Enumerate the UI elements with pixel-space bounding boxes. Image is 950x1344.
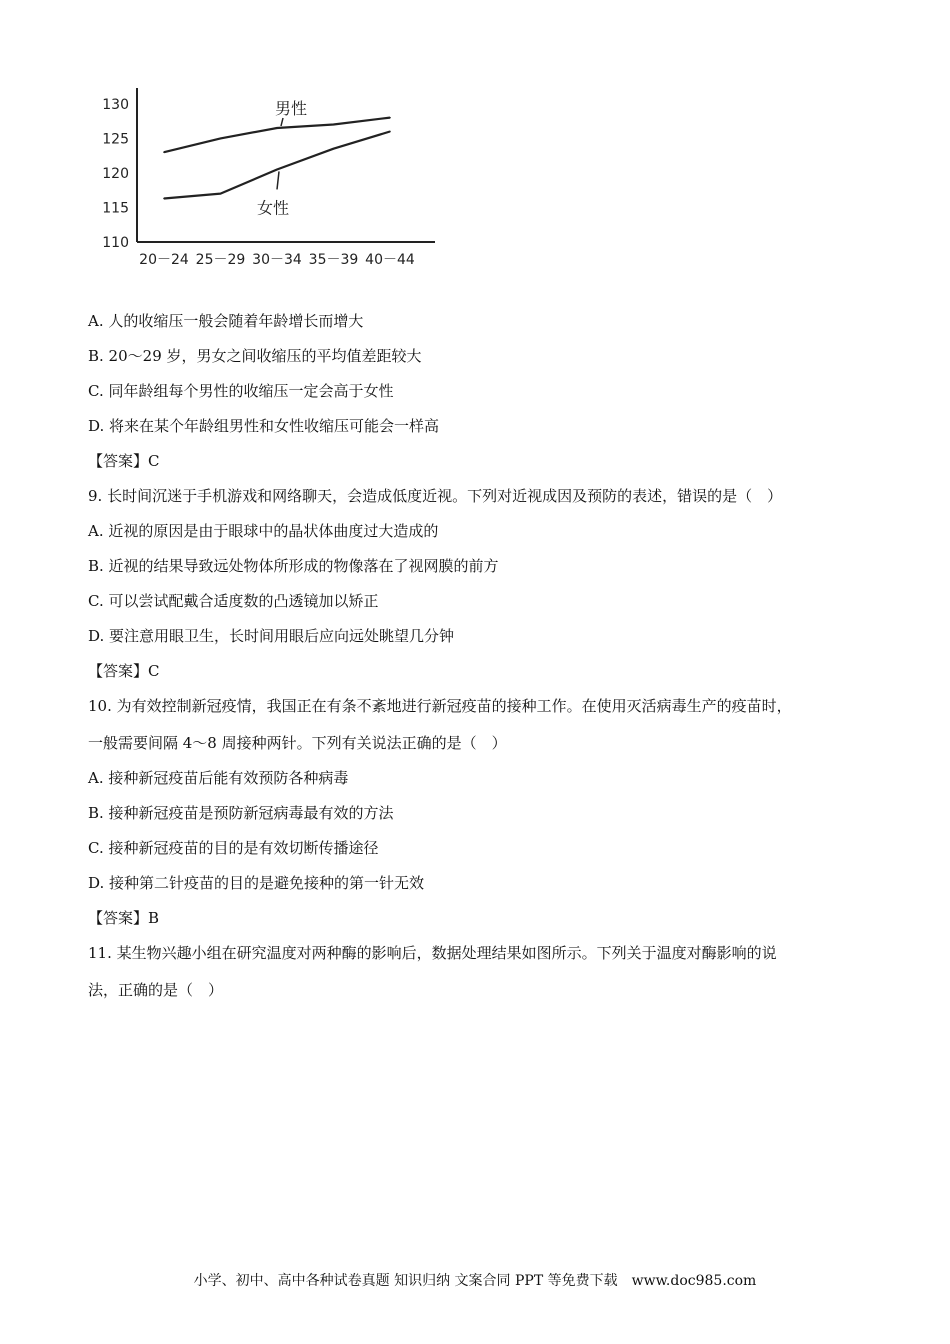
data-point bbox=[163, 198, 165, 200]
y-tick-label: 115 bbox=[102, 200, 129, 217]
q10-option-a: A. 接种新冠疫苗后能有效预防各种病毒 bbox=[88, 769, 349, 787]
y-tick-label: 130 bbox=[102, 96, 129, 113]
data-point bbox=[276, 127, 278, 129]
q8-answer bbox=[88, 451, 160, 471]
series-label: 男性 bbox=[275, 99, 308, 118]
answer-value: C bbox=[148, 452, 160, 470]
data-point bbox=[276, 169, 278, 171]
q9-option-b: B. 近视的结果导致远处物体所形成的物像落在了视网膜的前方 bbox=[88, 557, 499, 575]
q11-stem-line2: 法，正确的是（ ） bbox=[88, 981, 224, 999]
x-tick-label: 35－39 bbox=[308, 252, 359, 268]
answer-label: 【答案】 bbox=[88, 452, 149, 470]
answer-label: 【答案】 bbox=[88, 909, 149, 927]
y-tick-label: 110 bbox=[102, 235, 129, 251]
series-label: 女性 bbox=[257, 198, 290, 218]
series-pointer bbox=[277, 171, 279, 189]
data-point bbox=[333, 148, 335, 150]
y-tick-label: 125 bbox=[102, 131, 129, 148]
q10-stem-line1: 10. 为有效控制新冠疫情，我国正在有条不紊地进行新冠疫苗的接种工作。在使用灭活病毒生产的疫苗时， bbox=[88, 697, 792, 715]
answer-value: C bbox=[148, 662, 160, 680]
y-tick-label: 120 bbox=[102, 165, 129, 182]
q9-stem: 9. 长时间沉迷于手机游戏和网络聊天，会造成低度近视。下列对近视成因及预防的表述，错误的是（ ） bbox=[88, 487, 783, 505]
page-footer: 小学、初中、高中各种试卷真题 知识归纳 文案合同 PPT 等免费下载 www.doc985.com bbox=[193, 1273, 757, 1289]
series-pointer bbox=[281, 118, 283, 126]
q10-stem-line2: 一般需要间隔 4～8 周接种两针。下列有关说法正确的是（ ） bbox=[88, 734, 507, 752]
q9-option-d: D. 要注意用眼卫生，长时间用眼后应向远处眺望几分钟 bbox=[88, 627, 455, 645]
answer-label: 【答案】 bbox=[88, 662, 149, 680]
answer-value: B bbox=[148, 909, 160, 927]
q10-option-b: B. 接种新冠疫苗是预防新冠病毒最有效的方法 bbox=[88, 804, 394, 822]
q9-option-a: A. 近视的原因是由于眼球中的晶状体曲度过大造成的 bbox=[88, 522, 439, 540]
data-point bbox=[389, 117, 391, 119]
data-point bbox=[333, 124, 335, 126]
q9-option-c: C. 可以尝试配戴合适度数的凸透镜加以矫正 bbox=[88, 592, 379, 610]
data-point bbox=[220, 138, 222, 140]
q11-stem-line1: 11. 某生物兴趣小组在研究温度对两种酶的影响后，数据处理结果如图所示。下列关于温度对酶影响的说 bbox=[88, 944, 777, 962]
q8-option-d: D. 将来在某个年龄组男性和女性收缩压可能会一样高 bbox=[88, 417, 440, 435]
x-tick-label: 40－44 bbox=[365, 252, 415, 268]
q10-option-c: C. 接种新冠疫苗的目的是有效切断传播途径 bbox=[88, 839, 379, 857]
q10-option-d: D. 接种第二针疫苗的目的是避免接种的第一针无效 bbox=[88, 874, 425, 892]
q9-answer bbox=[88, 661, 160, 681]
q8-option-c: C. 同年龄组每个男性的收缩压一定会高于女性 bbox=[88, 382, 394, 400]
series-line-0 bbox=[164, 118, 390, 153]
x-tick-label: 25－29 bbox=[195, 252, 246, 268]
data-point bbox=[163, 151, 165, 153]
q10-answer bbox=[88, 908, 159, 928]
x-tick-label: 30－34 bbox=[252, 252, 302, 268]
data-point bbox=[389, 131, 391, 133]
q8-option-b: B. 20～29 岁，男女之间收缩压的平均值差距较大 bbox=[88, 347, 422, 365]
q8-option-a: A. 人的收缩压一般会随着年龄增长而增大 bbox=[88, 312, 364, 330]
blood-pressure-chart bbox=[90, 80, 450, 280]
x-tick-label: 20－24 bbox=[139, 252, 189, 268]
data-point bbox=[220, 193, 222, 195]
